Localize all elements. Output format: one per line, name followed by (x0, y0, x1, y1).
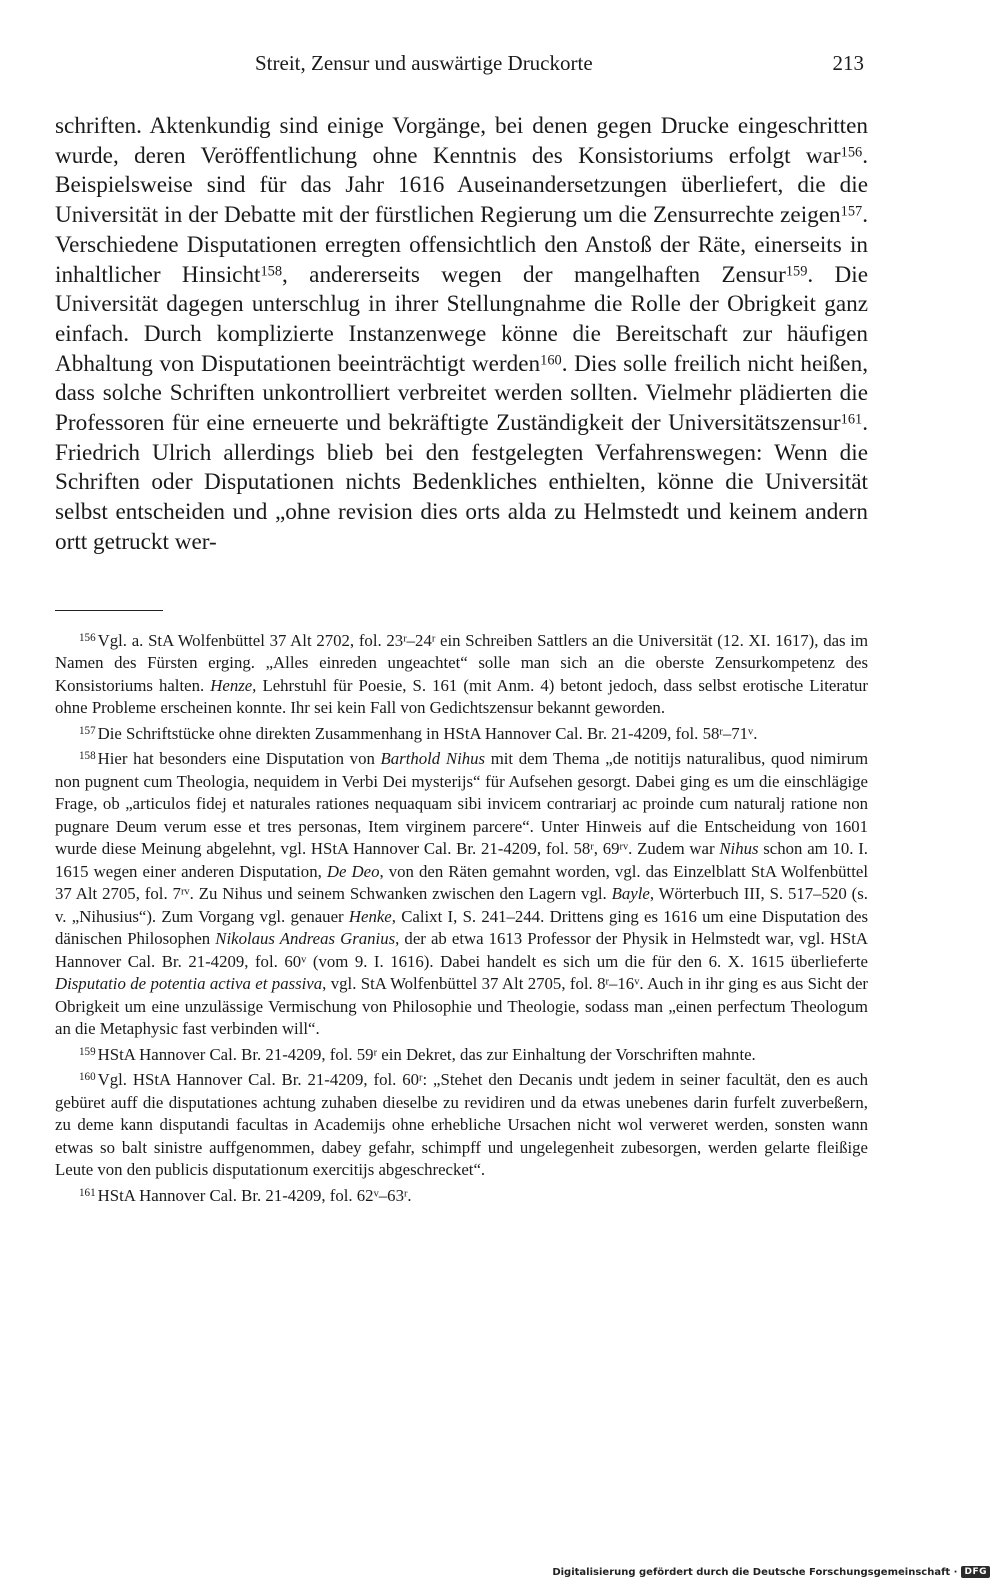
body-text: . Beispielsweise sind für das Jahr 1616 Auseinandersetzungen überliefert, die die Universität in der Debatte mit der fürstlichen Regierung um die Zensurrechte zeigen (55, 142, 868, 229)
footnote-text: . Zu Nihus und seinem Schwanken zwischen den Lagern vgl. (189, 884, 612, 904)
body-text: schriften. Aktenkundig sind einige Vorgänge, bei denen gegen Drucke eingeschritten wurde, deren Veröffentlichung ohne Kenntnis des Konsistoriums erfolgt war (55, 113, 868, 169)
footnote-161 (55, 1185, 868, 1208)
running-title: Streit, Zensur und auswärtige Druckorte (255, 51, 593, 75)
page-number: 213 (832, 51, 864, 75)
running-header (55, 46, 868, 86)
footnotes (55, 630, 868, 1208)
footnote-text: , Calixt I, S. 241–244. Drittens ging es 1616 um eine Disputation des dänischen Philosophen (55, 906, 868, 949)
dfg-logo: DFG (961, 1566, 990, 1578)
body-text: . Dies solle freilich nicht heißen, dass solche Schriften unkontrolliert verbreitet werden sollten. Vielmehr plädierten die Professoren für eine erneuerte und bekräftigte Zuständigkeit der Universitätszensur (55, 350, 868, 437)
footnote-superscript: r (403, 1187, 408, 1199)
footnote-italic-text: Henze, (210, 675, 257, 695)
body-text: , andererseits wegen der mangelhaften Zensur (282, 261, 786, 288)
footnote-text: Vgl. HStA Hannover Cal. Br. 21-4209, fol. 60 (97, 1070, 420, 1090)
footnote-superscript: r (373, 1046, 378, 1058)
footnote-number: 157 (79, 724, 96, 737)
footnote-160 (55, 1069, 868, 1182)
footnote-text: –16 (609, 974, 635, 994)
footnote-italic-text: Nikolaus Andreas Granius (215, 929, 396, 949)
footnote-159 (55, 1044, 868, 1067)
footnote-156 (55, 630, 868, 720)
footnote-text: , von den Räten gemahnt worden, vgl. das Einzelblatt StA Wolfenbüttel 37 Alt 2705, fol. 7 (55, 861, 868, 904)
dfg-funding-text: Digitalisierung gefördert durch die Deutsche Forschungsgemeinschaft · (552, 1566, 958, 1578)
body-superscript: 156 (840, 144, 863, 161)
footnote-text: –24 (406, 630, 432, 650)
footnote-superscript: rv (619, 841, 629, 853)
footnote-superscript: r (431, 632, 436, 644)
footnote-text: , der ab etwa 1613 Professor der Physik in Helmstedt war, vgl. HStA Hannover Cal. Br. 21-4209, fol. 60 (55, 929, 868, 971)
footnote-superscript: rv (180, 886, 190, 898)
footnote-text: ein Dekret, das zur Einhaltung der Vorschriften mahnte. (377, 1044, 756, 1064)
body-superscript: 161 (840, 411, 863, 428)
footnote-text: Die Schriftstücke ohne direkten Zusammenhang in HStA Hannover Cal. Br. 21-4209, fol. 58 (97, 723, 720, 743)
footnote-italic-text: De Deo (326, 861, 380, 881)
footnote-italic-text: Bayle (611, 884, 650, 904)
footnote-italic-text: Disputatio de potentia activa et passiva (55, 974, 323, 994)
body-superscript: 159 (785, 263, 808, 280)
footnote-text: . Auch in ihr ging es aus Sicht der Obrigkeit um eine unzulässige Vermischung von Philosophie und Theologie, sodass man „einen perfectum Theologum an die Metaphysic fast verbinden will“. (55, 974, 868, 1039)
book-page (55, 46, 868, 1210)
footnote-text: ein Schreiben Sattlers an die Universität (12. XI. 1617), das im Namen des Fürsten erging. „Alles einreden ungeachtet“ solle man sich an die oberste Zensurkompetenz des Konsistoriums halten. (55, 630, 869, 695)
footnote-text: HStA Hannover Cal. Br. 21-4209, fol. 62 (97, 1185, 374, 1205)
footnote-superscript: v (748, 725, 754, 737)
footnote-superscript: r (719, 725, 723, 737)
body-text: . Die Universität dagegen unterschlug in ihrer Stellungnahme die Rolle der Obrigkeit ganz einfach. Durch komplizierte Instanzenwege könne die Bereitschaft zur häufigen Abhaltung von Disputationen beeinträchtigt werden (55, 261, 868, 377)
body-superscript: 160 (540, 352, 562, 369)
footnote-superscript: r (419, 1072, 423, 1084)
footnote-superscript: v (301, 953, 307, 965)
footnote-text: –71 (722, 723, 748, 743)
footnote-text: Vgl. a. StA Wolfenbüttel 37 Alt 2702, fol. 23 (97, 630, 404, 650)
dfg-funding-notice (552, 1566, 990, 1578)
footnote-superscript: v (373, 1187, 379, 1199)
footnote-superscript: r (403, 632, 407, 644)
footnote-158 (55, 748, 868, 1041)
footnote-157 (55, 723, 868, 746)
body-text: . Friedrich Ulrich allerdings blieb bei den festgelegten Verfahrenswegen: Wenn die Schriften oder Disputationen nichts Bedenkliches enthielten, könne die Universität selbst entscheiden und „ohne revision dies orts alda zu Helmstedt und keinem andern ortt getruckt wer- (55, 410, 868, 555)
footnote-italic-text: Barthold Nihus (380, 749, 486, 769)
footnote-text: schon am 10. I. 1615 wegen einer anderen Disputation, (55, 839, 868, 881)
footnote-number: 161 (79, 1186, 96, 1199)
footnote-text: HStA Hannover Cal. Br. 21-4209, fol. 59 (97, 1044, 374, 1064)
footnote-text: (vom 9. I. 1616). Dabei handelt es sich um die für den 6. X. 1615 überlieferte (306, 951, 868, 971)
footnote-text: Hier hat besonders eine Disputation von (97, 749, 381, 769)
footnote-text: . (753, 723, 758, 743)
body-text: . Verschiedene Disputationen erregten offensichtlich den Anstoß der Räte, einerseits in inhaltlicher Hinsicht (55, 202, 868, 288)
footnote-italic-text: Nihus (719, 839, 759, 859)
body-superscript: 158 (260, 263, 283, 280)
footnote-superscript: v (634, 976, 640, 988)
footnote-rule (55, 610, 163, 611)
footnote-text: . Zudem war (628, 839, 720, 859)
footnote-text: , vgl. StA Wolfenbüttel 37 Alt 2705, fol. 8 (322, 974, 606, 994)
footnote-text: , 69 (593, 839, 620, 859)
footnote-text: mit dem Thema „de notitijs naturalibus, quod nimirum non pugnent cum Theologia, nequidem in Verbi Dei mysterijs“ für Aufsehen gesorgt. Dabei ging es um die einschlägige Frage, ob „articulos fidej et naturales rationes nequaquam sibi invicem contrariarj ac proinde cum naturalj ratione non pugnare Deum verum esse et tres personas, Item virginem parcere“. Unter Hinweis auf die Entscheidung von 1601 wurde diese Meinung abgelehnt, vgl. HStA Hannover Cal. Br. 21-4209, fol. 58 (55, 749, 869, 859)
footnote-number: 158 (79, 750, 96, 763)
footnote-text: , Wörterbuch III, S. 517–520 (s. v. „Nihusius“). Zum Vorgang vgl. genauer (55, 884, 868, 926)
body-paragraph (55, 112, 868, 558)
footnote-number: 160 (79, 1071, 96, 1084)
footnote-number: 159 (79, 1045, 96, 1058)
footnote-number: 156 (79, 631, 96, 644)
footnote-text: . (407, 1185, 412, 1205)
footnote-text: Lehrstuhl für Poesie, S. 161 (mit Anm. 4) betont jedoch, dass selbst erotische Literatur ohne Probleme erscheinen konnte. Ihr sei kein Fall von Gedichtszensur bekannt geworden. (55, 675, 868, 718)
footnote-text: : „Stehet den Decanis undt jedem in seiner facultät, den es auch gebüret auff die disputationes achtung zuhaben dieselbe zu revidiren und da etwas unebenes darin furfelt zuverbeßern, zu deme kann disputandi facultas in Academijs ohne erhebliche Ursachen nicht wol verweret werden, sonsten wann etwas so balt sinistre auffgenommen, dabey gefahr, schimpff und ungelegenheit zubesorgen, werden gelarte fleißige Leute von den publicis disputationum exercitijs abgeschrecket“. (55, 1070, 868, 1180)
footnote-superscript: r (590, 841, 594, 853)
footnote-superscript: r (605, 976, 610, 988)
body-superscript: 157 (840, 203, 863, 220)
footnote-text: –63 (378, 1185, 404, 1205)
footnote-italic-text: Henke (348, 906, 392, 926)
